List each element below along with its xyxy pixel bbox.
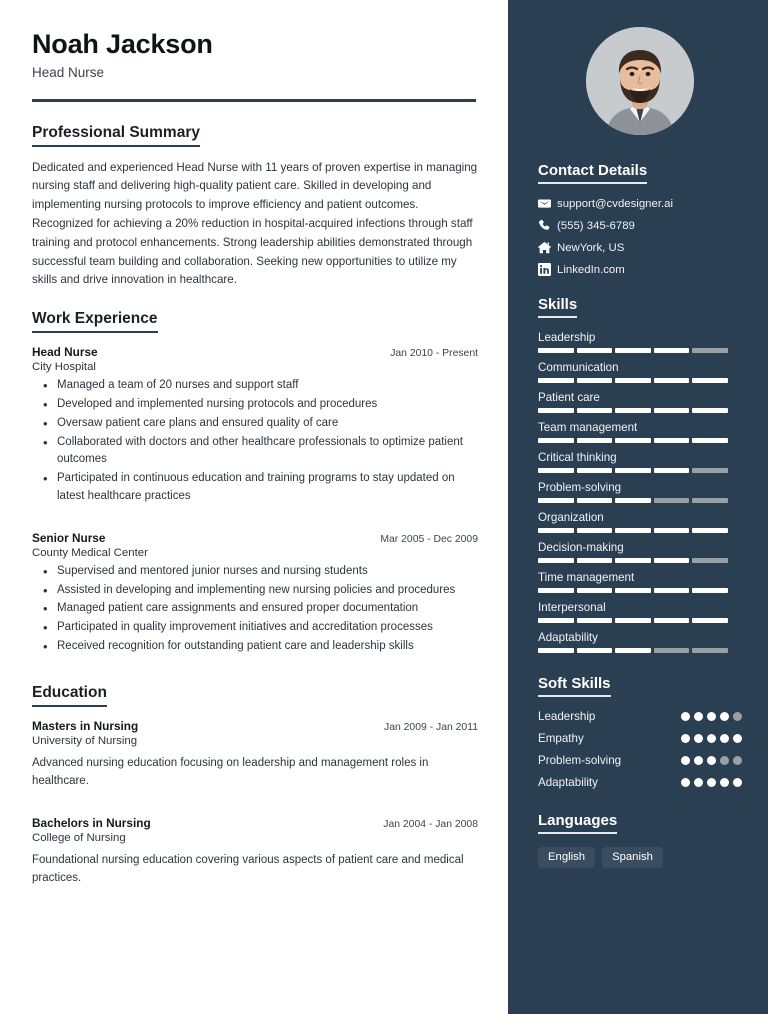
skill-bar-segment — [538, 618, 574, 623]
skill-label: Problem-solving — [538, 481, 622, 494]
skill-label: Adaptability — [538, 631, 598, 644]
skill-bar-segment — [577, 408, 613, 413]
skill-bar-segment — [692, 348, 728, 353]
list-item: • Supervised and mentored junior nurses and nursing students — [32, 563, 478, 581]
skill-bar-segment — [538, 498, 574, 503]
work-entry-header — [32, 531, 478, 545]
skill-bar-segment — [538, 408, 574, 413]
list-item: • Received recognition for outstanding patient care and leadership skills — [32, 638, 478, 656]
rating-dot — [694, 756, 703, 765]
skill-item — [538, 481, 742, 503]
skill-bar-segment — [654, 438, 690, 443]
skill-bar-segment — [654, 648, 690, 653]
skill-level-bar — [538, 648, 728, 653]
skill-item — [538, 451, 742, 473]
sidebar-heading-soft-skills: Soft Skills — [538, 675, 611, 697]
rating-dot — [733, 712, 742, 721]
spacer — [32, 667, 478, 684]
skill-item — [538, 511, 742, 533]
spacer — [538, 798, 742, 812]
language-chip: English — [538, 847, 595, 868]
list-item: • Participated in quality improvement initiatives and accreditation processes — [32, 619, 478, 637]
skill-level-bar — [538, 378, 728, 383]
rating-dot — [733, 756, 742, 765]
soft-skill-label: Adaptability — [538, 776, 598, 789]
skill-bar-segment — [538, 588, 574, 593]
skill-level-bar — [538, 348, 728, 353]
skill-bar-segment — [654, 468, 690, 473]
skill-bar-segment — [615, 618, 651, 623]
envelope-icon — [538, 197, 557, 210]
skill-bar-segment — [654, 588, 690, 593]
skill-level-bar — [538, 588, 728, 593]
language-chip: Spanish — [602, 847, 663, 868]
list-item: • Oversaw patient care plans and ensured quality of care — [32, 415, 478, 433]
skill-bar-segment — [615, 528, 651, 533]
skill-item — [538, 601, 742, 623]
work-entry-header — [32, 345, 478, 359]
skill-bar-segment — [615, 468, 651, 473]
education-date: Jan 2004 - Jan 2008 — [383, 818, 478, 830]
skill-label: Decision-making — [538, 541, 624, 554]
work-organization: City Hospital — [32, 361, 96, 374]
education-entry — [32, 816, 478, 888]
skill-bar-segment — [615, 348, 651, 353]
skill-level-bar — [538, 558, 728, 563]
sidebar-heading-skills: Skills — [538, 296, 577, 318]
skill-label: Interpersonal — [538, 601, 606, 614]
portrait-photo-icon — [586, 27, 694, 135]
education-description: Foundational nursing education covering various aspects of patient care and medical practices. — [32, 853, 464, 885]
education-school: College of Nursing — [32, 831, 126, 844]
skill-bar-segment — [577, 648, 613, 653]
skill-bar-segment — [577, 378, 613, 383]
contact-value-linkedin: LinkedIn.com — [557, 263, 625, 276]
skill-bar-segment — [538, 558, 574, 563]
skill-label: Patient care — [538, 391, 600, 404]
skill-bar-segment — [538, 528, 574, 533]
rating-dot — [681, 756, 690, 765]
skill-bar-segment — [577, 348, 613, 353]
skill-bar-segment — [692, 408, 728, 413]
skill-label: Organization — [538, 511, 604, 524]
contact-value-email: support@cvdesigner.ai — [557, 197, 674, 210]
education-degree: Masters in Nursing — [32, 718, 139, 733]
education-description: Advanced nursing education focusing on leadership and management roles in healthcare. — [32, 756, 429, 788]
skill-bar-segment — [538, 348, 574, 353]
skill-label: Time management — [538, 571, 635, 584]
skill-bar-segment — [615, 558, 651, 563]
skill-label: Communication — [538, 361, 619, 374]
skill-bar-segment — [577, 528, 613, 533]
rating-dot — [720, 756, 729, 765]
education-date: Jan 2009 - Jan 2011 — [384, 721, 478, 733]
summary-text: Dedicated and experienced Head Nurse with 11 years of proven expertise in managing nursing staff and delivering high-quality patient care. Skilled in developing and implementing nursing protocols to improve efficiency and patient outcomes. Recognized for achieving a 20% reduction in hospital-acquired infections through staff training and protocol enhancements. Strong leadership abilities demonstrated through successful team building and collaboration. Seeking new opportunities to utilize my skills and drive innovation in healthcare. — [32, 160, 478, 287]
soft-skill-rating — [681, 734, 742, 743]
skill-item — [538, 631, 742, 653]
rating-dot — [681, 778, 690, 787]
skill-bar-segment — [577, 468, 613, 473]
education-school: University of Nursing — [32, 734, 138, 747]
skill-bar-segment — [654, 348, 690, 353]
skill-bar-segment — [692, 588, 728, 593]
skill-bar-segment — [692, 558, 728, 563]
skill-item — [538, 331, 742, 353]
soft-skills-list — [538, 710, 742, 789]
contact-item-linkedin[interactable] — [538, 263, 742, 276]
rating-dot — [694, 734, 703, 743]
education-entry — [32, 719, 478, 791]
sidebar-heading-languages: Languages — [538, 812, 617, 834]
contact-item-location[interactable] — [538, 241, 742, 254]
work-entry — [32, 531, 478, 656]
skill-bar-segment — [692, 618, 728, 623]
work-bullets — [32, 563, 478, 656]
skill-bar-segment — [654, 618, 690, 623]
skill-bar-segment — [654, 408, 690, 413]
section-contact-details — [538, 162, 742, 276]
job-title: Head Nurse — [32, 64, 105, 80]
home-icon — [538, 241, 557, 254]
skill-item — [538, 361, 742, 383]
soft-skill-item — [538, 710, 742, 723]
list-item: • Developed and implemented nursing protocols and procedures — [32, 396, 478, 414]
soft-skill-label: Empathy — [538, 732, 584, 745]
skill-level-bar — [538, 468, 728, 473]
sidebar — [508, 0, 768, 1014]
skill-item — [538, 571, 742, 593]
header-divider — [32, 99, 476, 102]
skill-bar-segment — [577, 438, 613, 443]
soft-skill-rating — [681, 778, 742, 787]
skill-bar-segment — [538, 648, 574, 653]
rating-dot — [720, 778, 729, 787]
skill-bar-segment — [615, 408, 651, 413]
spacer — [32, 517, 478, 531]
skill-bar-segment — [615, 648, 651, 653]
list-item: • Managed a team of 20 nurses and support staff — [32, 377, 478, 395]
skill-bar-segment — [577, 588, 613, 593]
list-item: • Collaborated with doctors and other healthcare professionals to optimize patient outcomes — [32, 434, 478, 470]
skill-bar-segment — [654, 498, 690, 503]
section-heading-summary: Professional Summary — [32, 124, 200, 147]
work-bullets — [32, 377, 478, 506]
skills-list — [538, 331, 742, 653]
languages-list — [538, 847, 742, 868]
contact-item-phone[interactable] — [538, 219, 742, 232]
skill-bar-segment — [692, 648, 728, 653]
spacer — [538, 661, 742, 675]
section-education — [32, 684, 478, 888]
soft-skill-label: Leadership — [538, 710, 596, 723]
phone-icon — [538, 219, 557, 232]
rating-dot — [733, 734, 742, 743]
work-entry — [32, 345, 478, 506]
skill-item — [538, 421, 742, 443]
work-organization: County Medical Center — [32, 546, 148, 559]
skill-level-bar — [538, 528, 728, 533]
contact-value-phone: (555) 345-6789 — [557, 219, 635, 232]
contact-list — [538, 197, 742, 276]
avatar — [586, 27, 694, 135]
list-item: • Assisted in developing and implementing new nursing policies and procedures — [32, 582, 478, 600]
skill-bar-segment — [692, 528, 728, 533]
work-date: Jan 2010 - Present — [390, 348, 478, 360]
skill-bar-segment — [654, 378, 690, 383]
skill-bar-segment — [577, 618, 613, 623]
skill-item — [538, 391, 742, 413]
skill-level-bar — [538, 618, 728, 623]
sidebar-heading-contact: Contact Details — [538, 162, 647, 184]
work-role: Senior Nurse — [32, 530, 106, 545]
spacer — [32, 802, 478, 816]
rating-dot — [694, 778, 703, 787]
skill-bar-segment — [654, 558, 690, 563]
education-entry-header — [32, 719, 478, 733]
work-date: Mar 2005 - Dec 2009 — [380, 533, 478, 545]
rating-dot — [681, 734, 690, 743]
skill-level-bar — [538, 498, 728, 503]
skill-bar-segment — [615, 498, 651, 503]
section-professional-summary — [32, 124, 478, 290]
work-role: Head Nurse — [32, 345, 98, 360]
skill-bar-segment — [538, 438, 574, 443]
section-skills — [538, 296, 742, 653]
skill-bar-segment — [654, 528, 690, 533]
linkedin-icon — [538, 263, 557, 276]
skill-label: Critical thinking — [538, 451, 617, 464]
contact-item-email[interactable] — [538, 197, 742, 210]
list-item: • Managed patient care assignments and ensured proper documentation — [32, 600, 478, 618]
soft-skill-item — [538, 732, 742, 745]
skill-bar-segment — [692, 438, 728, 443]
rating-dot — [681, 712, 690, 721]
rating-dot — [707, 756, 716, 765]
rating-dot — [707, 734, 716, 743]
skill-bar-segment — [577, 558, 613, 563]
skill-level-bar — [538, 438, 728, 443]
skill-bar-segment — [538, 378, 574, 383]
skill-bar-segment — [538, 468, 574, 473]
soft-skill-rating — [681, 756, 742, 765]
skill-bar-segment — [692, 378, 728, 383]
education-degree: Bachelors in Nursing — [32, 815, 151, 830]
skill-bar-segment — [692, 498, 728, 503]
rating-dot — [720, 712, 729, 721]
skill-bar-segment — [615, 438, 651, 443]
skill-label: Leadership — [538, 331, 596, 344]
section-work-experience — [32, 310, 478, 656]
soft-skill-label: Problem-solving — [538, 754, 622, 767]
skill-bar-segment — [615, 378, 651, 383]
skill-bar-segment — [577, 498, 613, 503]
soft-skill-item — [538, 776, 742, 789]
avatar-container — [538, 27, 742, 135]
list-item: • Participated in continuous education and training programs to stay updated on latest healthcare practices — [32, 470, 478, 506]
skill-label: Team management — [538, 421, 638, 434]
rating-dot — [707, 778, 716, 787]
rating-dot — [720, 734, 729, 743]
section-heading-work: Work Experience — [32, 310, 158, 333]
section-soft-skills — [538, 675, 742, 789]
page-title: Noah Jackson — [32, 29, 213, 59]
soft-skill-rating — [681, 712, 742, 721]
skill-bar-segment — [692, 468, 728, 473]
contact-value-location: NewYork, US — [557, 241, 625, 254]
education-entry-header — [32, 816, 478, 830]
section-heading-education: Education — [32, 684, 107, 707]
skill-level-bar — [538, 408, 728, 413]
rating-dot — [694, 712, 703, 721]
skill-item — [538, 541, 742, 563]
skill-bar-segment — [615, 588, 651, 593]
rating-dot — [707, 712, 716, 721]
section-languages — [538, 812, 742, 868]
rating-dot — [733, 778, 742, 787]
soft-skill-item — [538, 754, 742, 767]
